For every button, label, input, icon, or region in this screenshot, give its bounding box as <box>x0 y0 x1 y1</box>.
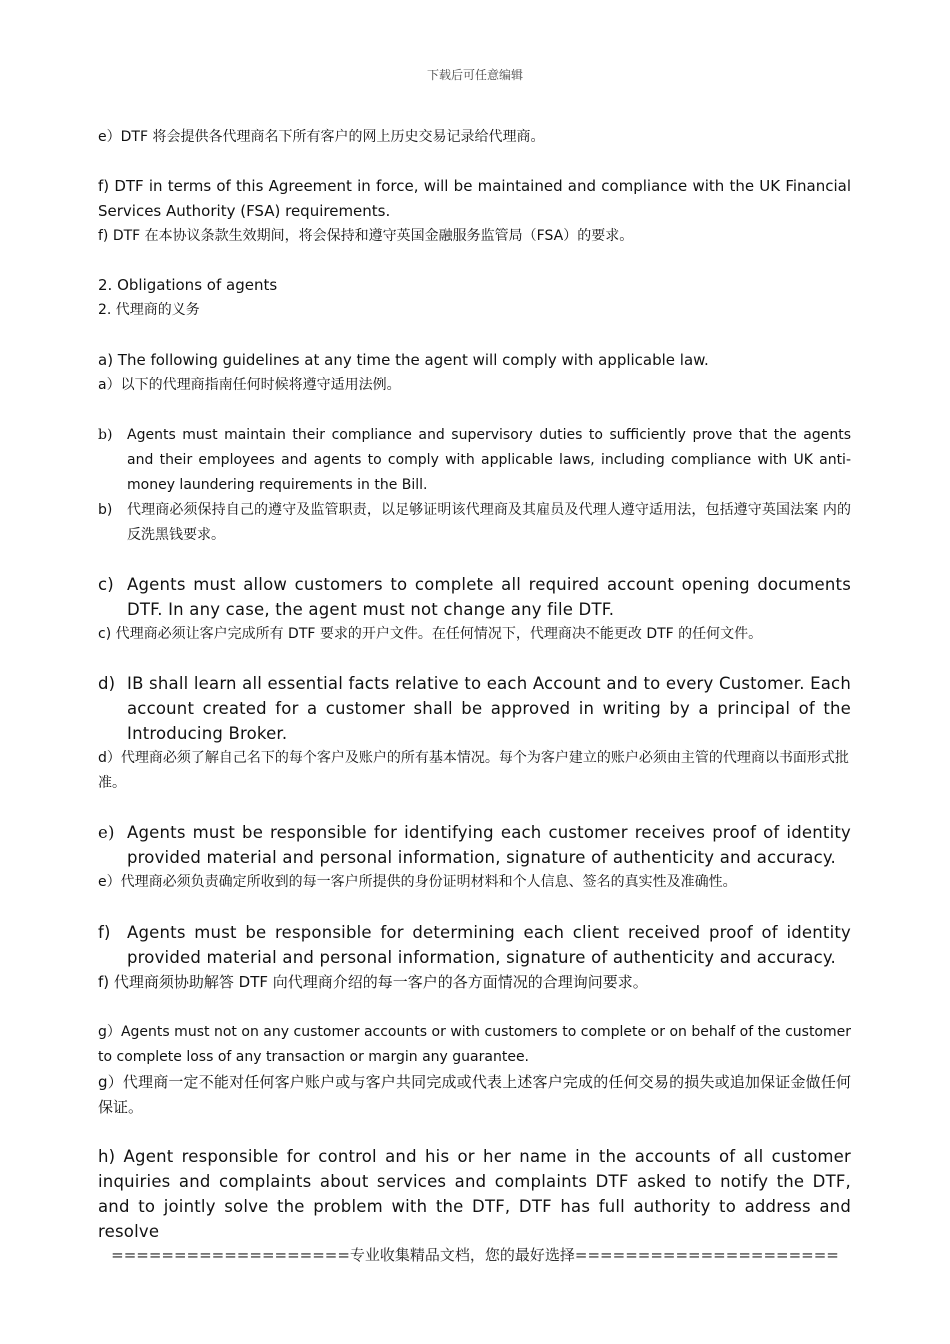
clause-c-zh: c) 代理商必须让客户完成所有 DTF 要求的开户文件。在任何情况下，代理商决不能更改 DTF 的任何文件。 <box>98 626 763 642</box>
clause-label: c) <box>98 575 114 594</box>
clause-b-zh <box>98 498 851 548</box>
clause-text: 代理商必须保持自己的遵守及监管职责，以足够证明该代理商及其雇员及代理人遵守适用法，包括遵守英国法案 内的反洗黑钱要求。 <box>127 502 851 543</box>
clause-e2-zh: e）代理商必须负责确定所收到的每一客户所提供的身份证明材料和个人信息、签名的真实性及准确性。 <box>98 874 737 890</box>
clause-d-zh: d）代理商必须了解自己名下的每个客户及账户的所有基本情况。每个为客户建立的账户必须由主管的代理商以书面形式批准。 <box>98 750 849 791</box>
clause-e2-en <box>98 820 851 870</box>
clause-g-zh: g）代理商一定不能对任何客户账户或与客户共同完成或代表上述客户完成的任何交易的损失或追加保证金做任何保证。 <box>98 1073 851 1116</box>
section-2-title-zh: 2. 代理商的义务 <box>98 302 200 318</box>
page-header: 下载后可任意编辑 <box>426 68 523 82</box>
clause-f2-zh: f) 代理商须协助解答 DTF 向代理商介绍的每一客户的各方面情况的合理询问要求。 <box>98 973 648 991</box>
clause-f2-en <box>98 920 851 970</box>
clause-g-en: g）Agents must not on any customer accounts or with customers to complete or on behalf of the customer to complete loss of any transaction or margin any guarantee. <box>98 1024 851 1065</box>
clause-e-zh: e）DTF 将会提供各代理商名下所有客户的网上历史交易记录给代理商。 <box>98 129 545 145</box>
clause-b-en <box>98 423 851 498</box>
clause-a-zh: a）以下的代理商指南任何时候将遵守适用法例。 <box>98 377 401 393</box>
clause-label: b) <box>98 427 113 443</box>
clause-c-en <box>98 572 851 622</box>
clause-text: Agents must be responsible for determining each client received proof of identity provided material and personal information, signature of authenticity and accuracy. <box>127 923 851 967</box>
page-footer: ===================专业收集精品文档，您的最好选择===================== <box>111 1246 839 1264</box>
clause-label: b) <box>98 502 113 518</box>
section-2-title-en: 2. Obligations of agents <box>98 276 278 294</box>
clause-h-en: h) Agent responsible for control and his or her name in the accounts of all customer inquiries and complaints about services and complaints DTF asked to notify the DTF, and to jointly solve the problem with the DTF, DTF has full authority to address and resolve <box>98 1147 851 1241</box>
clause-text: IB shall learn all essential facts relative to each Account and to every Customer. Each account created for a customer shall be approved in writing by a principal of the Introducing Broker. <box>127 674 851 743</box>
clause-label: d) <box>98 674 116 693</box>
clause-text: Agents must be responsible for identifying each customer receives proof of identity provided material and personal information, signature of authenticity and accuracy. <box>127 823 851 867</box>
clause-a-en: a) The following guidelines at any time the agent will comply with applicable law. <box>98 351 709 369</box>
clause-label: f) <box>98 923 111 942</box>
clause-f-zh: f) DTF 在本协议条款生效期间，将会保持和遵守英国金融服务监管局（FSA）的要求。 <box>98 228 634 244</box>
clause-f-en: f) DTF in terms of this Agreement in force, will be maintained and compliance with the UK Financial Services Authority (FSA) requirements. <box>98 177 851 220</box>
clause-label: e) <box>98 823 115 842</box>
clause-text: Agents must allow customers to complete all required account opening documents DTF. In any case, the agent must not change any file DTF. <box>127 575 851 619</box>
clause-text: Agents must maintain their compliance and supervisory duties to sufficiently prove that the agents and their employees and agents to comply with applicable laws, including compliance with UK anti-money laundering requirements in the Bill. <box>127 427 851 493</box>
clause-d-en <box>98 671 851 746</box>
